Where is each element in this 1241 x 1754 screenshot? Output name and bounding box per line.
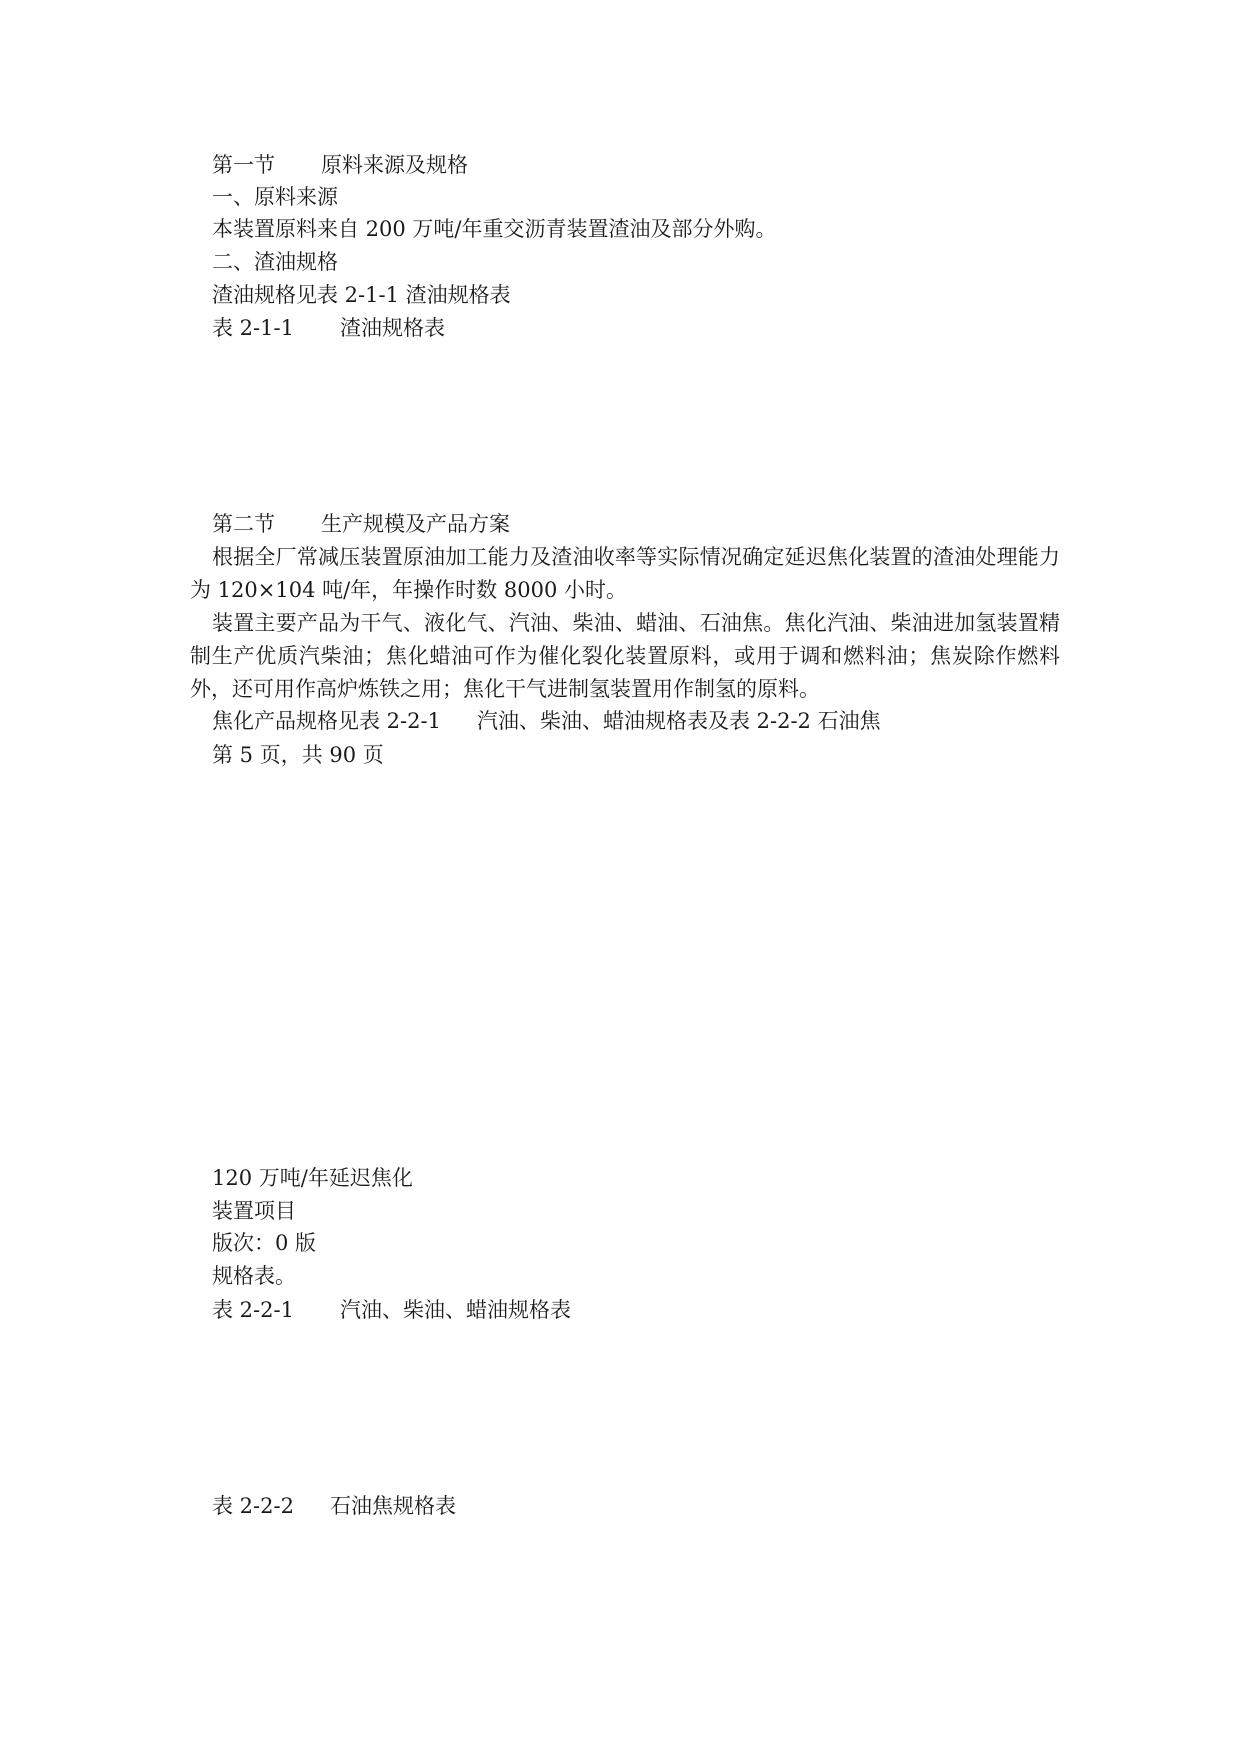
- table-2-1-1-number: 表 2-1-1: [212, 316, 294, 340]
- section1-heading: [212, 150, 468, 180]
- table-2-2-2-number: 表 2-2-2: [212, 1494, 294, 1518]
- section1-sub2-text: 渣油规格见表 2-1-1 渣油规格表: [212, 283, 511, 307]
- table-2-2-1-number: 表 2-2-1: [212, 1298, 294, 1322]
- project-label: 装置项目: [212, 1199, 296, 1223]
- product-spec-reference-b: 汽油、柴油、蜡油规格表及表 2-2-2 石油焦: [476, 709, 881, 733]
- product-spec-reference-a: 焦化产品规格见表 2-2-1: [212, 709, 441, 733]
- project-name: 120 万吨/年延迟焦化: [212, 1166, 413, 1190]
- table-2-2-2-title: 石油焦规格表: [329, 1494, 456, 1518]
- table-2-1-1-caption: [212, 313, 445, 343]
- section1-heading-number: 第一节: [212, 153, 275, 177]
- section1-sub1-text: 本装置原料来自 200 万吨/年重交沥青装置渣油及部分外购。: [212, 217, 777, 241]
- section1-sub1-heading: 一、原料来源: [212, 185, 338, 209]
- revision: 版次：0 版: [212, 1231, 317, 1255]
- section1-sub2-heading: 二、渣油规格: [212, 250, 338, 274]
- table-2-2-1-caption: [212, 1295, 571, 1325]
- section2-heading-number: 第二节: [212, 512, 275, 536]
- section2-heading: [212, 509, 510, 539]
- table-2-1-1-title: 渣油规格表: [339, 316, 445, 340]
- section2-heading-title: 生产规模及产品方案: [321, 512, 510, 536]
- table-2-2-1-title: 汽油、柴油、蜡油规格表: [339, 1298, 571, 1322]
- section1-heading-title: 原料来源及规格: [321, 153, 468, 177]
- table-2-2-2-caption: [212, 1491, 456, 1521]
- product-spec-reference: [212, 706, 881, 736]
- page-number: 第 5 页，共 90 页: [212, 743, 384, 767]
- section2-paragraph-2: 装置主要产品为干气、液化气、汽油、柴油、蜡油、石油焦。焦化汽油、柴油进加氢装置精制生产优质汽柴油；焦化蜡油可作为催化裂化装置原料，或用于调和燃料油；焦炭除作燃料外，还可用作高炉炼铁之用；焦化干气进制氢装置用作制氢的原料。: [190, 611, 1060, 701]
- section2-paragraph-1: 根据全厂常减压装置原油加工能力及渣油收率等实际情况确定延迟焦化装置的渣油处理能力为 120×104 吨/年，年操作时数 8000 小时。: [190, 545, 1060, 602]
- spec-table-label: 规格表。: [212, 1264, 296, 1288]
